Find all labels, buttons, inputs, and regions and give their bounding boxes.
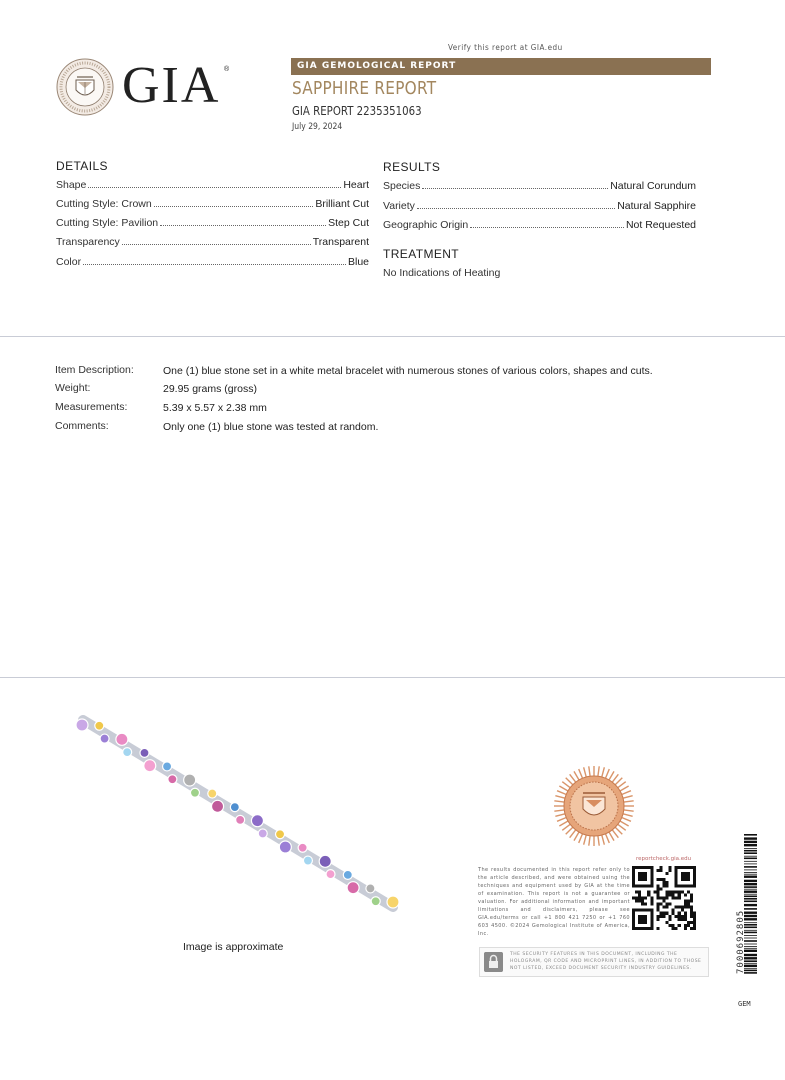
disclaimer-text: The results documented in this report refer only to the article described, and were obtained using the techniques and equipment used by GIA at the time of examination. This report is not a guarantee or valuation. For additional information and important limitations and disclaimers, please see GIA.edu/terms or call +1 800 421 7250 or +1 760 603 4500. ©2024 Gemological Institute of America, Inc. [478, 867, 630, 937]
item-label-weight: Weight: [55, 382, 91, 394]
gia-seal-icon [56, 58, 114, 116]
results-value: Natural Sapphire [617, 200, 696, 212]
item-value-description: One (1) blue stone set in a white metal bracelet with numerous stones of various colors, shapes and cuts. [163, 365, 653, 377]
item-value-comments: Only one (1) blue stone was tested at random. [163, 421, 379, 433]
details-value: Transparent [312, 236, 369, 248]
gia-logo-text: GIA [122, 57, 221, 114]
details-label: Transparency [56, 236, 120, 248]
image-caption: Image is approximate [183, 941, 284, 953]
details-label: Shape [56, 179, 87, 191]
details-value: Heart [343, 179, 369, 191]
results-heading: RESULTS [383, 160, 441, 174]
report-date: July 29, 2024 [292, 122, 343, 132]
results-row-variety [383, 200, 696, 212]
gia-hologram-seal-icon [553, 765, 635, 847]
divider-bottom [0, 677, 785, 678]
qr-code-icon[interactable] [632, 866, 696, 930]
details-value: Brilliant Cut [315, 198, 369, 210]
details-label: Color [56, 256, 82, 268]
registered-mark: ® [224, 66, 230, 73]
barcode-number: 7000692805 [736, 909, 746, 974]
details-value: Step Cut [328, 217, 369, 229]
report-title: SAPPHIRE REPORT [292, 78, 437, 99]
details-label: Cutting Style: Pavilion [56, 217, 159, 229]
item-label-measurements: Measurements: [55, 401, 128, 413]
bracelet-image [75, 712, 405, 917]
details-row-shape [56, 179, 369, 191]
item-value-measurements: 5.39 x 5.57 x 2.38 mm [163, 402, 267, 414]
treatment-text: No Indications of Heating [383, 267, 501, 279]
details-label: Cutting Style: Crown [56, 198, 152, 210]
results-label: Variety [383, 200, 415, 212]
item-label-description: Item Description: [55, 364, 134, 376]
details-row-crown [56, 198, 369, 210]
results-row-species [383, 180, 696, 192]
security-text: THE SECURITY FEATURES IN THIS DOCUMENT, INCLUDING THE HOLOGRAM, QR CODE AND MICROPRINT LINES, IN ADDITION TO THOSE NOT LISTED, EXCEED DOCUMENT SECURITY INDUSTRY GUIDELINES. [510, 952, 702, 971]
treatment-heading: TREATMENT [383, 247, 460, 261]
verify-text: Verify this report at GIA.edu [448, 43, 563, 52]
results-label: Geographic Origin [383, 219, 469, 231]
item-label-comments: Comments: [55, 420, 109, 432]
details-row-transparency [56, 236, 369, 248]
details-heading: DETAILS [56, 159, 108, 173]
gem-code: GEM [738, 1000, 751, 1008]
report-band: GIA GEMOLOGICAL REPORT [291, 58, 711, 75]
item-value-weight: 29.95 grams (gross) [163, 383, 257, 395]
report-number: GIA REPORT 2235351063 [292, 104, 422, 118]
results-value: Natural Corundum [610, 180, 696, 192]
lock-icon [484, 952, 503, 972]
details-row-pavilion [56, 217, 369, 229]
results-row-origin [383, 219, 696, 231]
reportcheck-link[interactable]: reportcheck.gia.edu [636, 856, 692, 862]
details-row-color [56, 256, 369, 268]
details-value: Blue [347, 256, 369, 268]
divider-top [0, 336, 785, 337]
results-value: Not Requested [625, 219, 696, 231]
results-label: Species [383, 180, 421, 192]
